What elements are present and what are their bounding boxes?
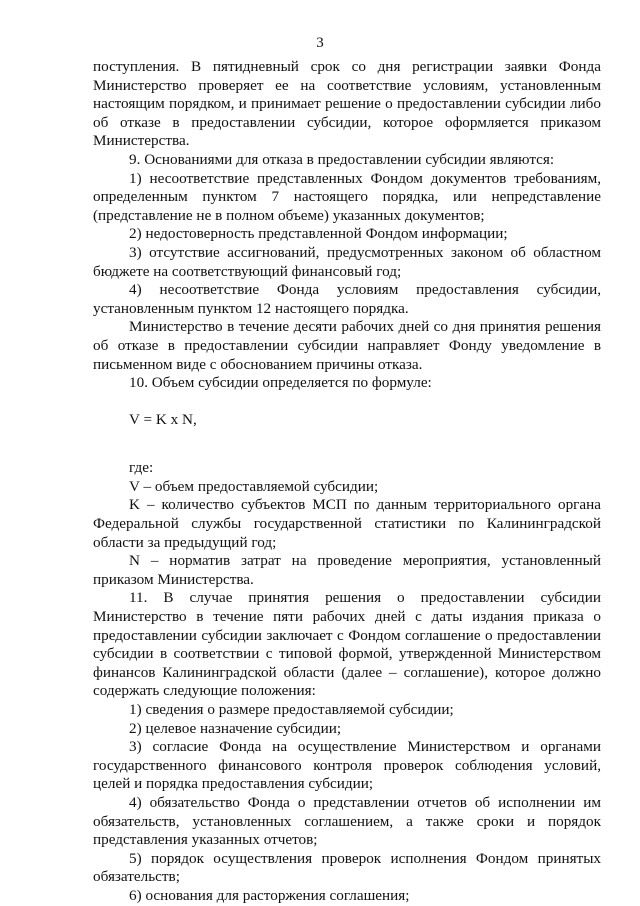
subsidy-formula: V = K x N, bbox=[129, 410, 197, 428]
list-item-11-4: 4) обязательство Фонда о представлении отчетов об исполнении им обязательств, установленных соглашением, а также сроки и порядок представления указанных отчетов; bbox=[93, 793, 601, 849]
definition-n: N – норматив затрат на проведение мероприятия, установленный приказом Министерства. bbox=[93, 552, 601, 588]
list-item-9-2: 2) недостоверность представленной Фондом информации; bbox=[129, 225, 508, 243]
paragraph-clause-10: 10. Объем субсидии определяется по формуле: bbox=[129, 374, 432, 392]
definition-k: K – количество субъектов МСП по данным территориального органа Федеральной службы государственной статистики по Калининградской области за предыдущий год; bbox=[93, 496, 601, 551]
list-item-11-1: 1) сведения о размере предоставляемой субсидии; bbox=[129, 701, 454, 718]
where-label: где: bbox=[129, 459, 154, 477]
page-number: 3 bbox=[316, 35, 324, 51]
list-item-9-1: 1) несоответствие представленных Фондом документов требованиям, определенным пунктом 7 настоящего порядка, или непредставление (представление не в полном объеме) указанных документов; bbox=[93, 169, 601, 224]
list-item-9-4: 4) несоответствие Фонда условиям предоставления субсидии, установленным пунктом 12 настоящего порядка. bbox=[93, 281, 601, 317]
list-item-11-6: 6) основания для расторжения соглашения; bbox=[129, 886, 410, 904]
paragraph-clause-11: 11. В случае принятия решения о предоставлении субсидии Министерство в течение пяти рабочих дней с даты издания приказа о предоставлении субсидии заключает с Фондом соглашение о предоставлении субсидии в соответствии с типовой формой, утвержденной Министерством финансов Калининградской области (далее – соглашение), которое должно содержать следующие положения: bbox=[93, 589, 601, 700]
list-item-11-5: 5) порядок осуществления проверок исполнения Фондом принятых обязательств; bbox=[93, 849, 601, 886]
list-item-11-2: 2) целевое назначение субсидии; bbox=[129, 719, 342, 737]
paragraph-refusal-notice: Министерство в течение десяти рабочих дней со дня принятия решения об отказе в предоставлении субсидии направляет Фонду уведомление в письменном виде с обоснованием причины отказа. bbox=[93, 318, 601, 373]
paragraph-clause-9: 9. Основаниями для отказа в предоставлении субсидии являются: bbox=[129, 150, 555, 168]
paragraph-continuation: поступления. В пятидневный срок со дня регистрации заявки Фонда Министерство проверяет ее на соответствие условиям, установленным настоящим порядком, и принимает решение о предоставлении субсидии либо об отказе в предоставлении субсидии, которое оформляется приказом Министерства. bbox=[93, 58, 601, 150]
document-body bbox=[93, 58, 601, 906]
definition-v: V – объем предоставляемой субсидии; bbox=[129, 477, 379, 495]
list-item-11-3: 3) согласие Фонда на осуществление Министерством и органами государственного финансового контроля проверок соблюдения условий, целей и порядка предоставления субсидии; bbox=[93, 738, 601, 793]
list-item-9-3: 3) отсутствие ассигнований, предусмотренных законом об областном бюджете на соответствующий финансовый год; bbox=[93, 243, 601, 280]
